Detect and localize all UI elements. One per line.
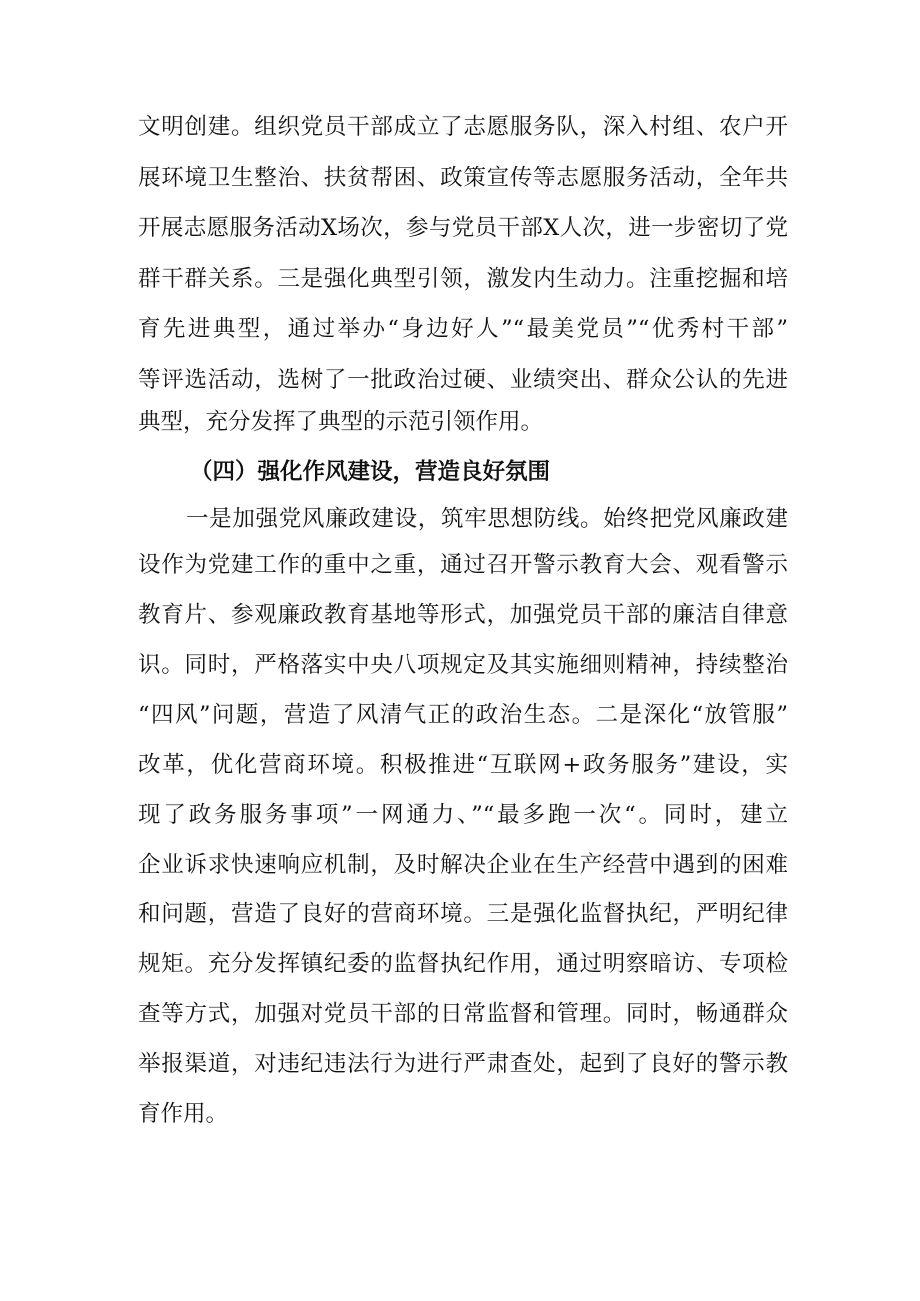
paragraph-line: 典型，充分发挥了典型的示范引领作用。 (138, 409, 544, 435)
paragraph-line: 文明创建。组织党员干部成立了志愿服务队，深入村组、农户开 (138, 114, 788, 140)
paragraph-line: 展环境卫生整治、扶贫帮困、政策宣传等志愿服务活动，全年共 (138, 165, 788, 191)
paragraph-line: 识。同时，严格落实中央八项规定及其实施细则精神，持续整治 (138, 652, 788, 678)
paragraph-line: 举报渠道，对违纪违法行为进行严肃查处，起到了良好的警示教 (138, 1051, 788, 1077)
section-heading: （四）强化作风建设，营造良好氛围 (190, 459, 551, 485)
paragraph-line: 和问题，营造了良好的营商环境。三是强化监督执纪，严明纪律 (138, 901, 788, 927)
paragraph-line: 改革，优化营商环境。积极推进“互联网+政务服务”建设，实 (138, 752, 788, 778)
paragraph-line: 查等方式，加强对党员干部的日常监督和管理。同时，畅通群众 (138, 1001, 788, 1027)
paragraph-line: 规矩。充分发挥镇纪委的监督执纪作用，通过明察暗访、专项检 (138, 951, 788, 977)
paragraph-line: 现了政务服务事项”一网通力、”“最多跑一次“。同时，建立 (138, 802, 788, 828)
paragraph-line: 育作用。 (138, 1101, 229, 1127)
paragraph-line: 一是加强党风廉政建设，筑牢思想防线。始终把党风廉政建 (186, 506, 788, 532)
paragraph-line: 开展志愿服务活动X场次，参与党员干部X人次，进一步密切了党 (138, 215, 788, 241)
paragraph-line: 企业诉求快速响应机制，及时解决企业在生产经营中遇到的困难 (138, 852, 788, 878)
paragraph-line: 设作为党建工作的重中之重，通过召开警示教育大会、观看警示 (138, 552, 788, 578)
paragraph-line: 群干群关系。三是强化典型引领，激发内生动力。注重挖掘和培 (138, 266, 788, 292)
paragraph-line: 育先进典型，通过举办“身边好人”“最美党员”“优秀村干部” (138, 316, 788, 342)
paragraph-line: 等评选活动，选树了一批政治过硬、业绩突出、群众公认的先进 (138, 367, 788, 393)
paragraph-line: 教育片、参观廉政教育基地等形式，加强党员干部的廉洁自律意 (138, 602, 788, 628)
paragraph-line: “四风”问题，营造了风清气正的政治生态。二是深化“放管服” (138, 702, 788, 728)
